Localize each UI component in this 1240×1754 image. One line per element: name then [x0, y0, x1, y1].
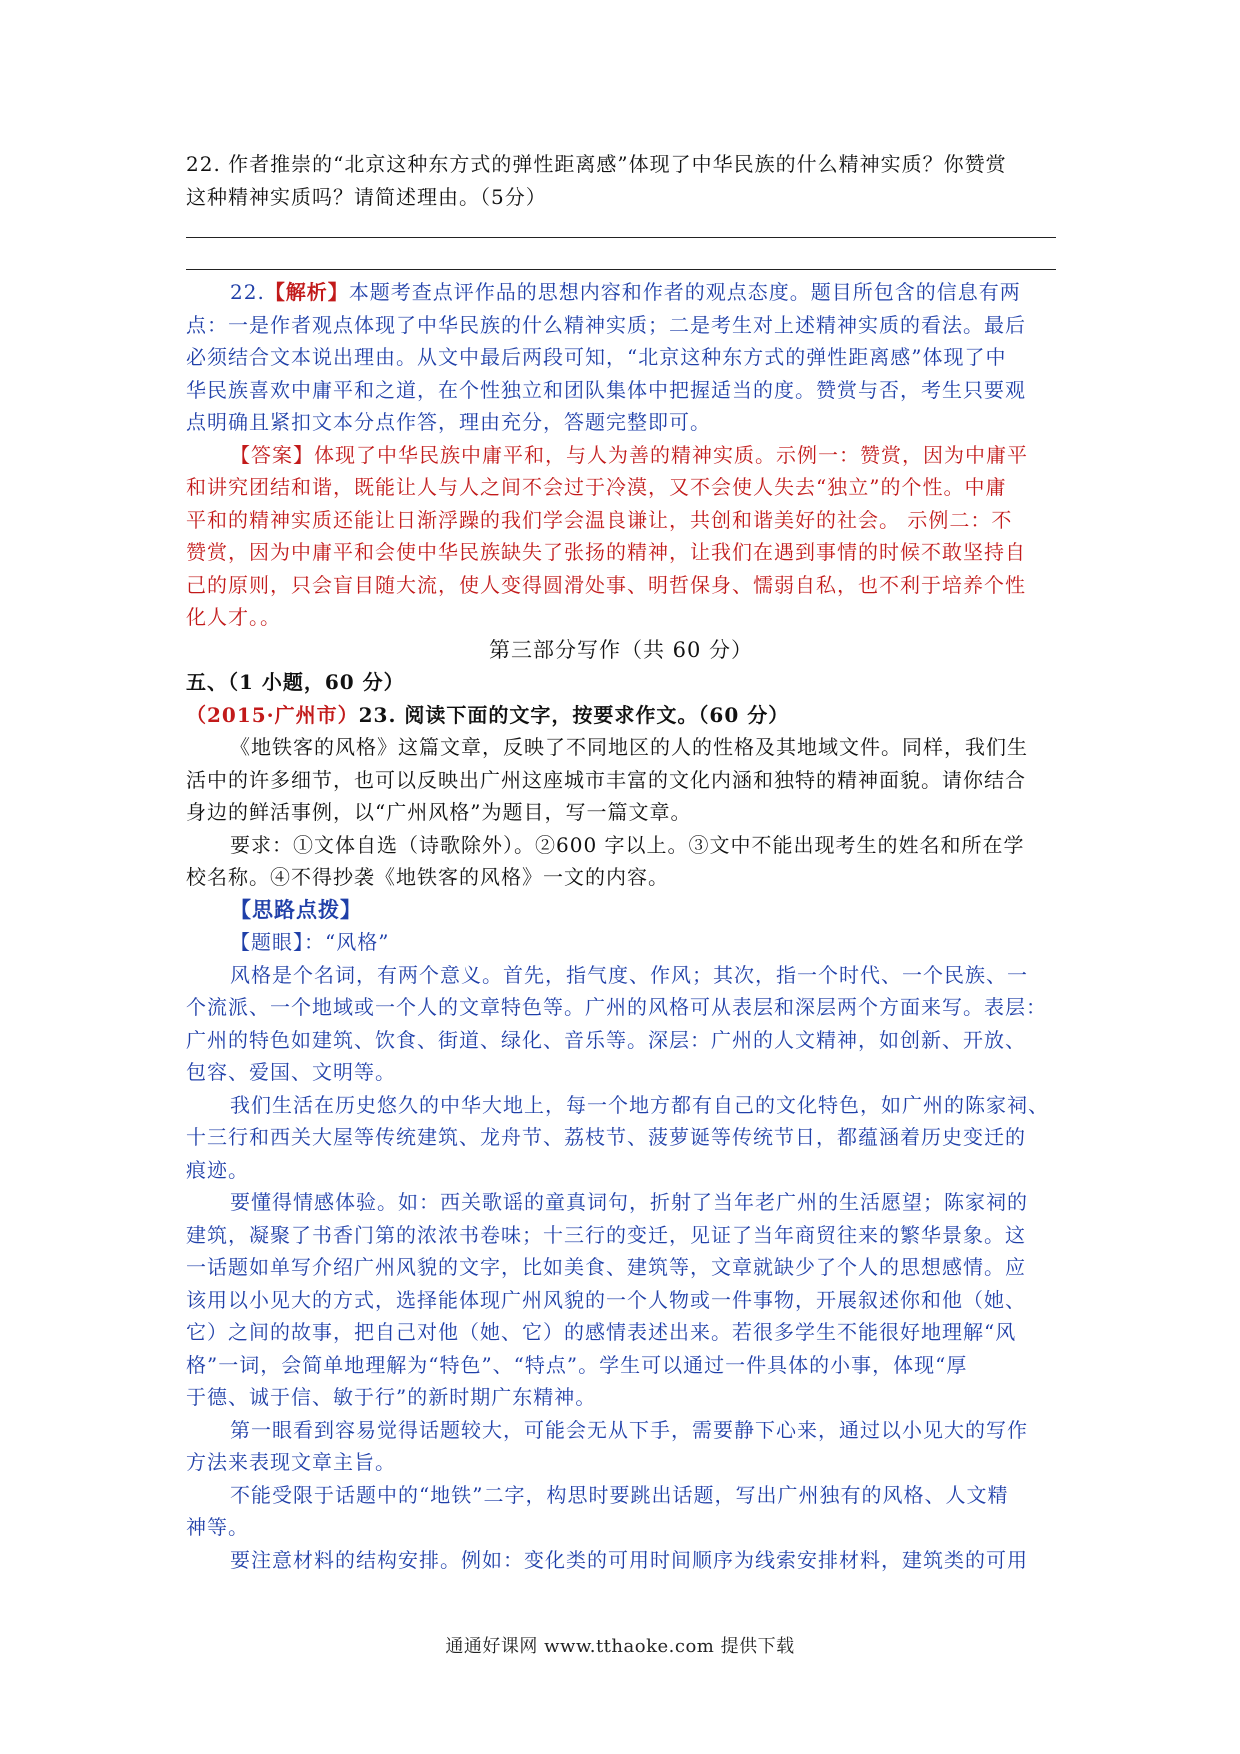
guide-paragraph-3: 要懂得情感体验。如：西关歌谣的童真词句，折射了当年老广州的生活愿望；陈家祠的 建筑，凝聚了书香门第的浓浓书卷味；十三行的变迁，见证了当年商贸往来的繁华景象。这 一话题如单写介绍广州风貌的文字，比如美食、建筑等，文章就缺少了个人的思想感情。应 该用以小见大的方式，选择能体现广州风貌的一个人物或一件事物，开展叙述你和他（她、 它）之间的故事，把自己对他（她、它）的感情表述出来。若很多学生不能很好地理解“风 格”一词，会简单地理解为“特色”、“特点”。学生可以通过一件具体的小事，体现“厚 于德、诚于信、敏于行”的新时期广东精神。: [186, 1190, 1028, 1409]
guide-paragraph-5: 不能受限于话题中的“地铁”二字，构思时要跳出话题，写出广州独有的风格、人文精 神等。: [186, 1482, 1009, 1539]
question-23-heading: [186, 699, 1056, 732]
answer-line-1: [186, 237, 1056, 238]
analysis-tag: 【解析】: [264, 280, 349, 304]
question-23-prompt: 《地铁客的风格》这篇文章，反映了不同地区的人的性格及其地域文件。同样，我们生 活中的许多细节，也可以反映出广州这座城市丰富的文化内涵和独特的精神面貌。请你结合 身边的鲜活事例，以“广州风格”为题目，写一篇文章。: [186, 735, 1028, 824]
answer-block: 【答案】体现了中华民族中庸平和，与人为善的精神实质。示例一：赞赏，因为中庸平 和讲究团结和谐，既能让人与人之间不会过于冷漠，又不会使人失去“独立”的个性。中庸 平和的精神实质还能让日渐浮躁的我们学会温良谦让，共创和谐美好的社会。 示例二：不 赞赏，因为中庸平和会使中华民族缺失了张扬的精神，让我们在遇到事情的时候不敢坚持自 己的原则，只会盲目随大流，使人变得圆滑处事、明哲保身、懦弱自私，也不利于培养个性 化人才。。: [186, 442, 1028, 629]
answer-line-2: [186, 269, 1056, 270]
guide-paragraph-2: 我们生活在历史悠久的中华大地上，每一个地方都有自己的文化特色，如广州的陈家祠、 十三行和西关大屋等传统建筑、龙舟节、荔枝节、菠萝诞等传统节日，都蕴涵着历史变迁的 痕迹。: [186, 1092, 1049, 1182]
question-text-line-2: 这种精神实质吗？请简述理由。（5分）: [186, 184, 547, 209]
guide-paragraph-6: 要注意材料的结构安排。例如：变化类的可用时间顺序为线索安排材料，建筑类的可用: [230, 1547, 1028, 1572]
guide-paragraph-4: 第一眼看到容易觉得话题较大，可能会无从下手，需要静下心来，通过以小见大的写作 方法来表现文章主旨。: [186, 1417, 1028, 1474]
question-source: （2015·广州市）: [186, 702, 359, 727]
analysis-prefix: 22.: [230, 280, 265, 304]
guide-paragraph-1: 风格是个名词，有两个意义。首先，指气度、作风；其次，指一个时代、一个民族、一 个流派、一个地域或一个人的文章特色等。广州的风格可从表层和深层两个方面来写。表层： 广州的特色如建筑、饮食、街道、绿化、音乐等。深层：广州的人文精神，如创新、开放、 包容、爱国、文明等。: [186, 962, 1047, 1084]
document-page: [186, 148, 1056, 1576]
guide-eye: 【题眼】：“风格”: [230, 930, 390, 954]
analysis-block: 22.【解析】本题考查点评作品的思想内容和作者的观点态度。题目所包含的信息有两 点：一是作者观点体现了中华民族的什么精神实质；二是考生对上述精神实质的看法。最后 必须结合文本说出理由。从文中最后两段可知，“北京这种东方式的弹性距离感”体现了中 华民族喜欢中庸平和之道，在个性独立和团队集体中把握适当的度。赞赏与否，考生只要观 点明确且紧扣文本分点作答，理由充分，答题完整即可。: [186, 280, 1026, 434]
question-22: [186, 148, 1056, 213]
question-23-requirements: 要求：①文体自选（诗歌除外）。②600 字以上。③文中不能出现考生的姓名和所在学 校名称。④不得抄袭《地铁客的风格》一文的内容。: [186, 832, 1025, 889]
part3-title: 第三部分写作（共 60 分）: [488, 637, 754, 662]
guide-title: 【思路点拨】: [230, 896, 362, 922]
page-footer: 通通好课网 www.tthaoke.com 提供下载: [445, 1636, 795, 1657]
question-text-line-1: 作者推崇的“北京这种东方式的弹性距离感”体现了中华民族的什么精神实质？你赞赏: [228, 152, 1007, 176]
question-23-title: 23. 阅读下面的文字，按要求作文。（60 分）: [358, 702, 790, 727]
answer-tag: 【答案】: [230, 442, 314, 467]
section-heading: 五、（1 小题，60 分）: [186, 670, 405, 694]
question-number: 22.: [186, 152, 221, 176]
